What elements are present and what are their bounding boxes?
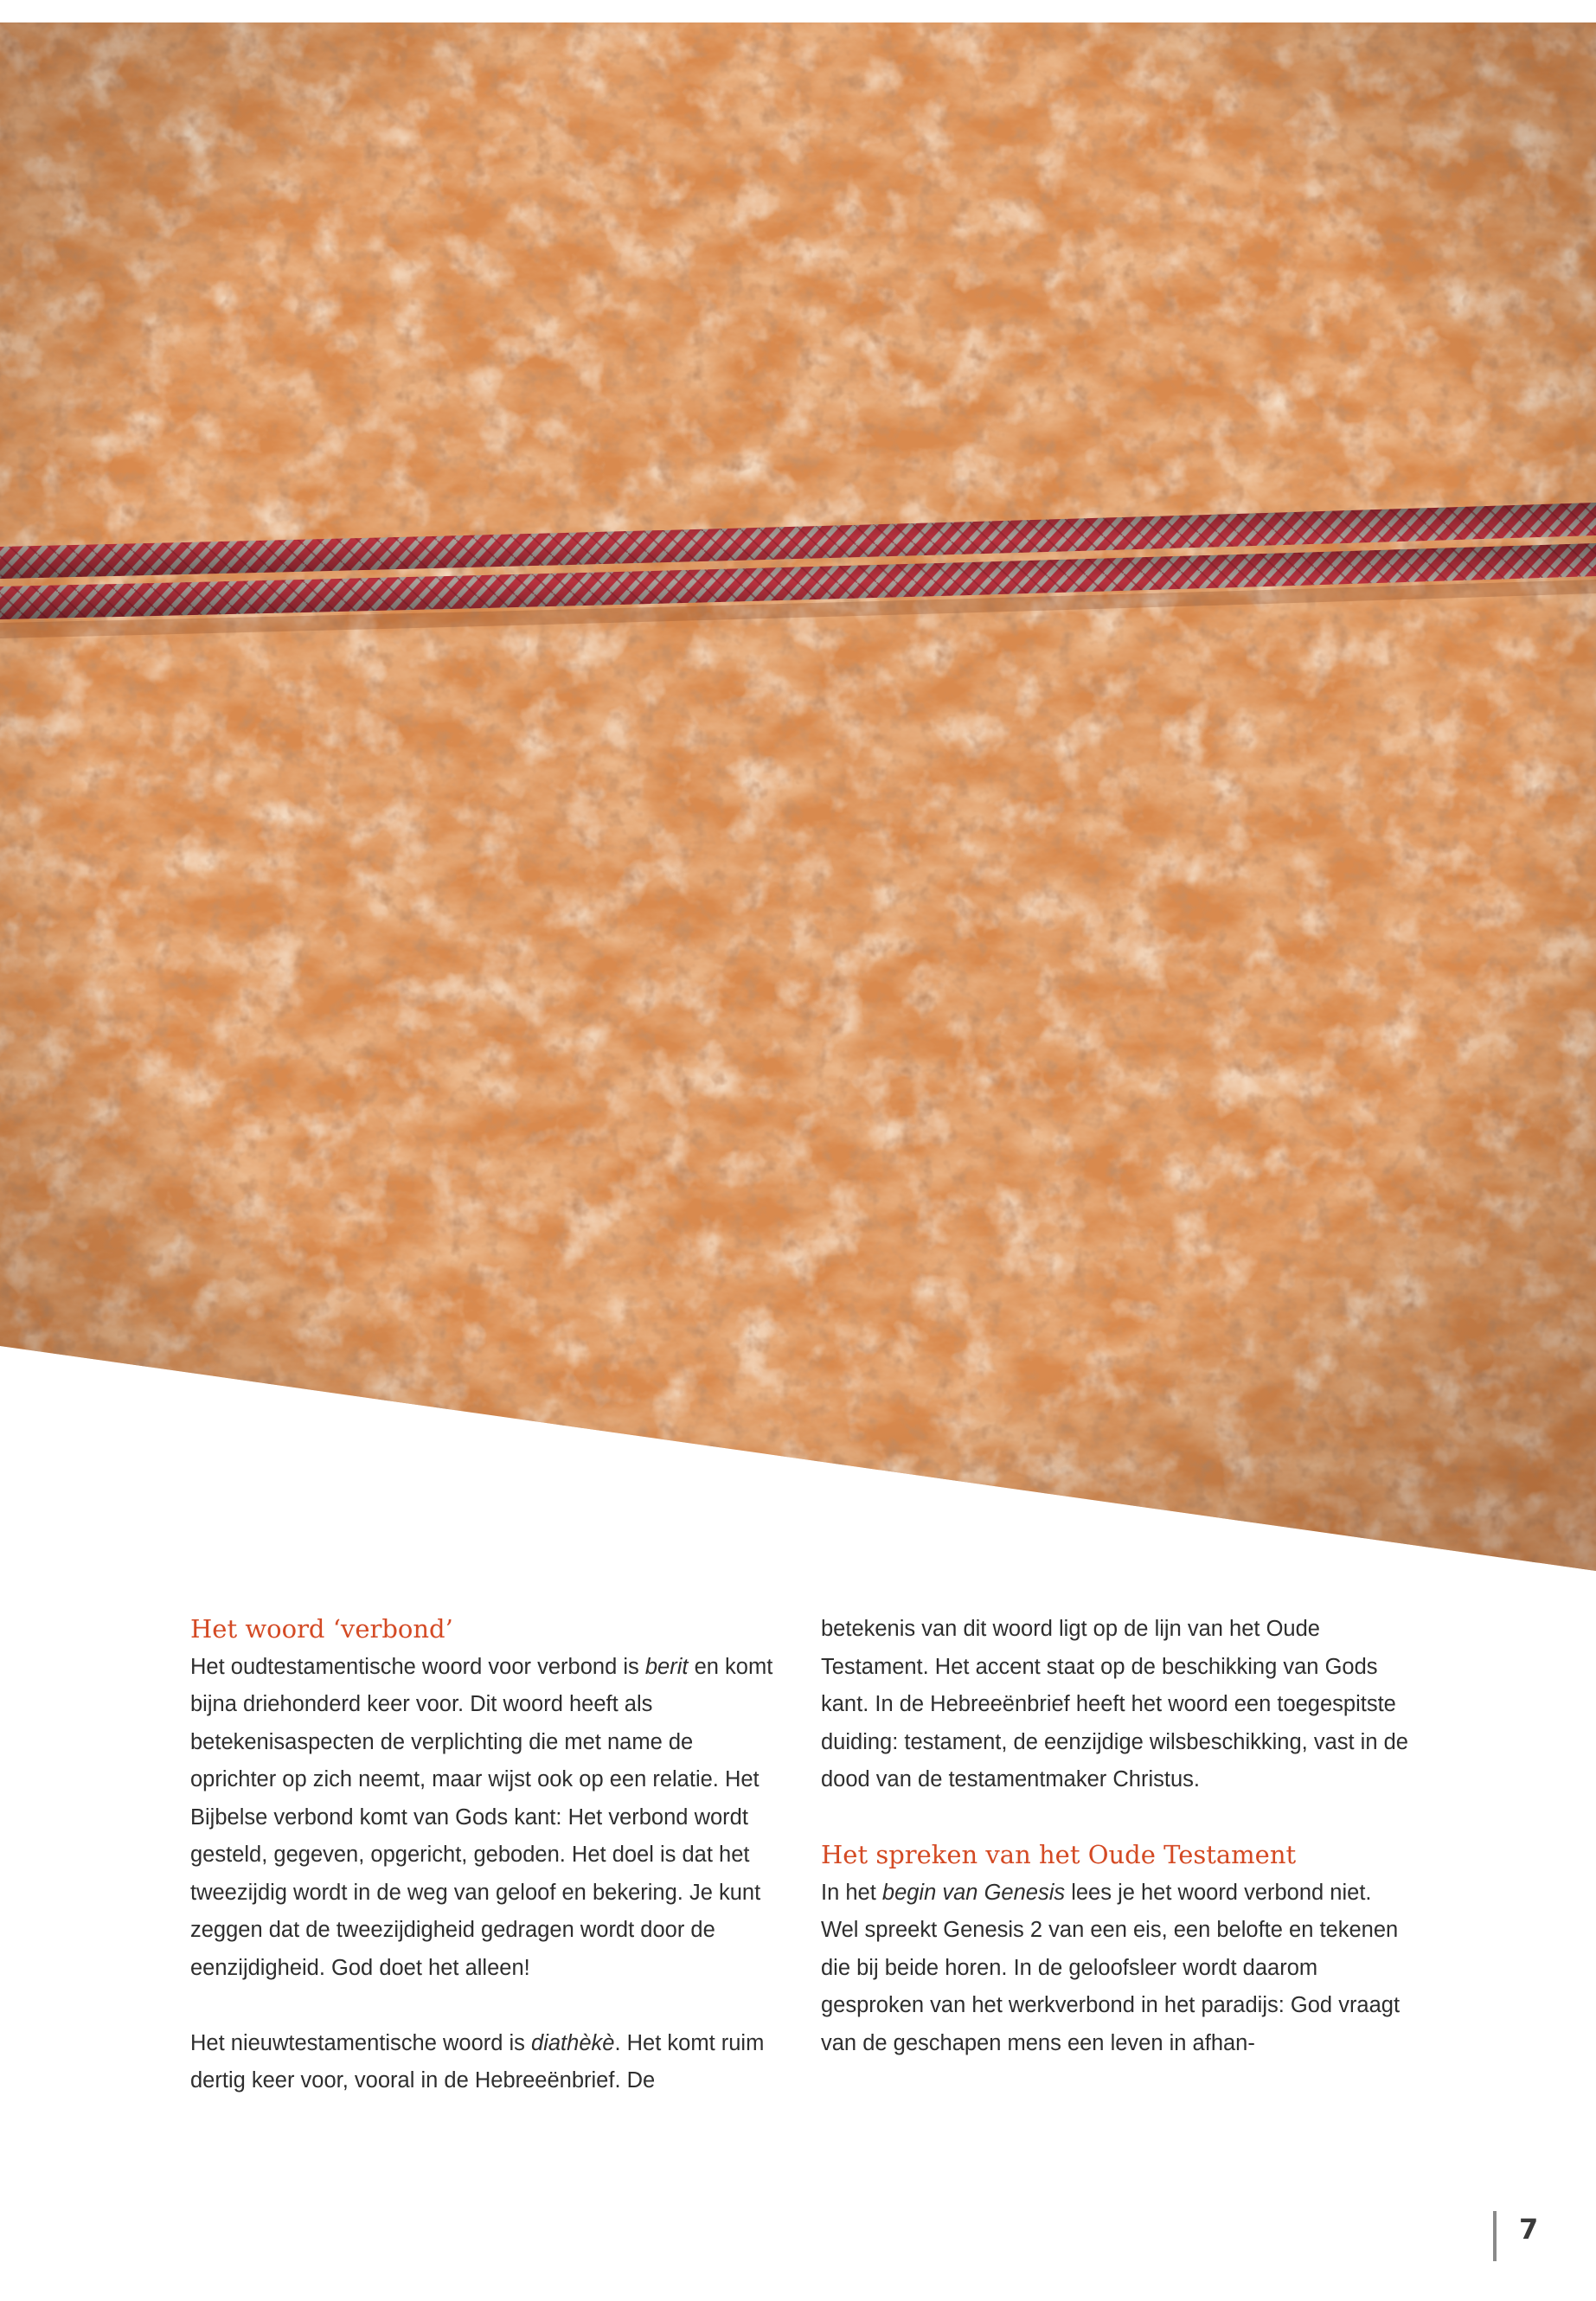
right-column xyxy=(821,1611,1409,2062)
left-column xyxy=(190,1611,779,2100)
paragraph: Het nieuwtestamentische woord is diathèkè. Het komt ruim dertig keer voor, vooral in de Hebreeënbrief. De xyxy=(190,2030,765,2093)
paragraph: In het begin van Genesis lees je het woord verbond niet. Wel spreekt Genesis 2 van een eis, een belofte en tekenen die bij beide horen. In de geloofsleer wordt daarom gesproken van het werkverbond in het paradijs: God vraagt van de geschapen mens een leven in afhan- xyxy=(821,1880,1401,2055)
rock-rope-illustration xyxy=(0,22,1596,1571)
page-number-rule xyxy=(1493,2211,1497,2261)
italic-term: berit xyxy=(644,1654,689,1679)
paragraph: betekenis van dit woord ligt op de lijn van het Oude Testament. Het accent staat op de beschikking van Gods kant. In de Hebreeënbrief heeft het woord een toegespitste duiding: testament, de eenzijdige wilsbeschikking, vast in de dood van de testamentmaker Christus. xyxy=(821,1617,1408,1791)
section-heading-verbond: Het woord ‘verbond’ xyxy=(190,1614,453,1644)
page-number: 7 xyxy=(1519,2213,1539,2246)
italic-term: begin van Genesis xyxy=(881,1880,1066,1905)
rock-vignette xyxy=(0,22,1596,1571)
hero-photo xyxy=(0,22,1596,1571)
section-heading-oude-testament: Het spreken van het Oude Testament xyxy=(821,1840,1297,1869)
page-footer xyxy=(1493,2211,1571,2261)
italic-term: diathèkè xyxy=(531,2030,615,2055)
paragraph: Het oudtestamentische woord voor verbond is berit en komt bijna driehonderd keer voor. Dit woord heeft als betekenisaspecten de verplichting die met name de oprichter op zich neemt, maar wijst ook op een relatie. Het Bijbelse verbond komt van Gods kant: Het verbond wordt gesteld, gegeven, opgericht, geboden. Het doel is dat het tweezijdig wordt in de weg van geloof en bekering. Je kunt zeggen dat de tweezijdigheid gedragen wordt door de eenzijdigheid. God doet het alleen! xyxy=(190,1654,773,1980)
spacer xyxy=(821,1799,1409,1837)
